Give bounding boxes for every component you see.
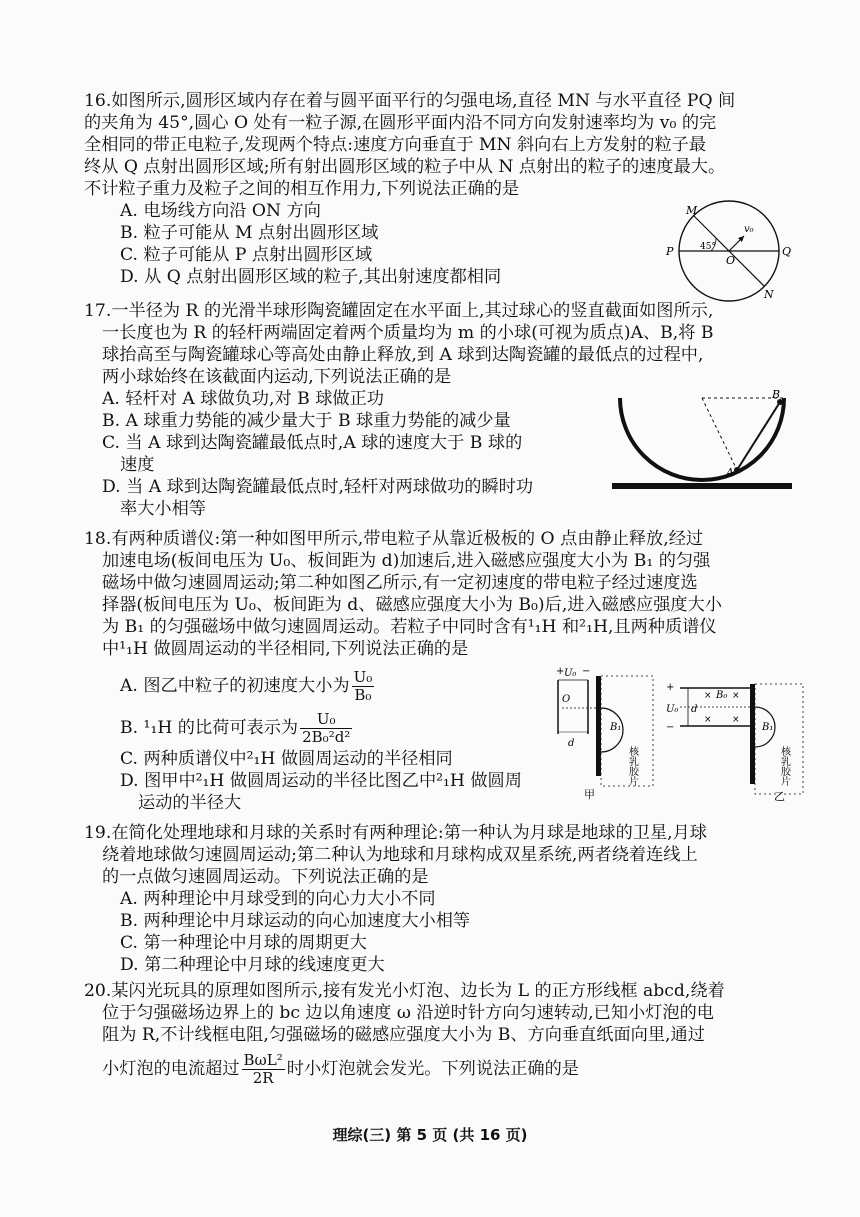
q16-line-5: 不计粒子重力及粒子之间的相互作用力,下列说法正确的是: [84, 179, 520, 199]
q17-option-a: A. 轻杆对 A 球做负功,对 B 球做正功: [102, 389, 384, 409]
q18-jia-u0: U₀: [564, 668, 577, 679]
q18-option-a-denominator: B₀: [354, 686, 372, 704]
q16-fig-label-angle: 45°: [700, 242, 716, 252]
q17-option-d-line-1: D. 当 A 球到达陶瓷罐最低点时,轻杆对两球做功的瞬时功: [102, 477, 534, 497]
q18-line-2: 加速电场(板间电压为 U₀、板间距为 d)加速后,进入磁感应强度大小为 B₁ 的匀强: [102, 551, 711, 571]
q18-figure-yi: [666, 680, 806, 802]
q18-line-3: 磁场中做匀速圆周运动;第二种如图乙所示,有一定初速度的带电粒子经过速度选: [102, 573, 698, 593]
q16-fig-label-o: O: [726, 254, 736, 267]
q20-line-4-suffix: 时小灯泡就会发光。下列说法正确的是: [286, 1059, 579, 1079]
q18-yi-minus: −: [666, 722, 675, 733]
q20-fraction-numerator: BωL²: [243, 1051, 283, 1069]
q18-line-6: 中¹₁H 做圆周运动的半径相同,下列说法正确的是: [102, 639, 469, 659]
q20-line-3: 阻为 R,不计线框电阻,匀强磁场的磁感应强度大小为 B、方向垂直纸面向里,通过: [102, 1025, 705, 1045]
q17-line-3: 球抬高至与陶瓷罐球心等高处由静止释放,到 A 球到达陶瓷罐的最低点的过程中,: [102, 345, 704, 365]
q18-option-a-text: A. 图乙中粒子的初速度大小为: [120, 676, 350, 696]
q20-fraction: [242, 1052, 285, 1087]
q19-option-d: D. 第二种理论中月球的线速度更大: [120, 955, 385, 975]
q18-option-d-line-1: D. 图甲中²₁H 做圆周运动的半径比图乙中²₁H 做圆周: [120, 771, 522, 791]
q20-fraction-denominator: 2R: [252, 1069, 274, 1087]
q18-option-b-denominator: 2B₀²d²: [302, 728, 351, 746]
question-16: [84, 90, 735, 288]
q16-line-1: 16.如图所示,圆形区域内存在着与圆平面平行的匀强电场,直径 MN 与水平直径 PQ 间: [84, 91, 736, 111]
q17-line-1: 17.一半径为 R 的光滑半球形陶瓷罐固定在水平面上,其过球心的竖直截面如图所示,: [84, 301, 714, 321]
q18-yi-x3: ×: [704, 715, 712, 725]
q18-yi-b1: B₁: [762, 722, 774, 733]
q16-line-2: 的夹角为 45°,圆心 O 处有一粒子源,在圆形平面内沿不同方向发射速率均为 v₀ 的完: [84, 113, 717, 133]
q18-jia-film: 核乳胶片: [626, 746, 638, 786]
q18-jia-label: 甲: [584, 788, 595, 801]
question-20: [84, 980, 725, 1088]
q17-option-c-line-1: C. 当 A 球到达陶瓷罐最低点时,A 球的速度大于 B 球的: [102, 433, 523, 453]
q17-fig-label-b: B: [772, 388, 781, 401]
q17-option-d-line-2: 率大小相等: [120, 499, 206, 519]
q16-option-a: A. 电场线方向沿 ON 方向: [120, 201, 321, 221]
q16-line-3: 全相同的带正电粒子,发现两个特点:速度方向垂直于 MN 斜向右上方发射的粒子最: [84, 135, 707, 155]
q19-line-2: 绕着地球做匀速圆周运动;第二种认为地球和月球构成双星系统,两者绕着连线上: [102, 845, 698, 865]
q18-option-c: C. 两种质谱仪中²₁H 做圆周运动的半径相同: [120, 749, 453, 769]
q16-option-c: C. 粒子可能从 P 点射出圆形区域: [120, 245, 373, 265]
q18-yi-x4: ×: [732, 715, 740, 725]
q18-yi-u0: U₀: [666, 704, 679, 715]
q18-option-a-numerator: U₀: [353, 668, 373, 686]
question-19: [84, 822, 707, 976]
q17-bowl-figure: [612, 388, 792, 500]
q18-yi-b0: B₀: [716, 690, 728, 701]
q17-line-4: 两小球始终在该截面内运动,下列说法正确的是: [102, 367, 452, 387]
q17-option-c-line-2: 速度: [120, 455, 155, 475]
q20-line-2: 位于匀强磁场边界上的 bc 边以角速度 ω 沿逆时针方向匀速转动,已知小灯泡的电: [102, 1003, 714, 1023]
q16-option-b: B. 粒子可能从 M 点射出圆形区域: [120, 223, 379, 243]
q18-yi-x2: ×: [732, 691, 740, 701]
q19-option-c: C. 第一种理论中月球的周期更大: [120, 933, 367, 953]
q18-jia-d: d: [568, 738, 575, 749]
q17-option-b: B. A 球重力势能的减少量大于 B 球重力势能的减少量: [102, 411, 511, 431]
q16-fig-label-m: M: [686, 204, 698, 217]
page-footer: 理综(三) 第 5 页 (共 16 页): [332, 1126, 528, 1144]
q17-fig-label-a: A: [726, 466, 734, 479]
q18-option-b-text: B. ¹₁H 的比荷可表示为: [120, 718, 299, 738]
q18-jia-plus: +: [556, 666, 565, 677]
q16-circle-figure: [664, 196, 794, 306]
q19-line-3: 的一点做匀速圆周运动。下列说法正确的是: [102, 867, 429, 887]
q18-yi-x1: ×: [704, 691, 712, 701]
q17-line-2: 一长度也为 R 的轻杆两端固定着两个质量均为 m 的小球(可视为质点)A、B,将 B: [102, 323, 714, 343]
q20-line-4: [84, 1050, 725, 1088]
q16-option-d: D. 从 Q 点射出圆形区域的粒子,其出射速度都相同: [120, 267, 502, 287]
q19-option-a: A. 两种理论中月球受到的向心力大小不同: [120, 889, 436, 909]
q19-option-b: B. 两种理论中月球运动的向心加速度大小相等: [120, 911, 471, 931]
q16-fig-label-q: Q: [782, 245, 792, 258]
q18-yi-label: 乙: [774, 790, 785, 802]
q18-jia-b1: B₁: [610, 722, 622, 733]
q16-fig-label-v0: v₀: [744, 224, 754, 235]
q18-option-d-line-2: 运动的半径大: [138, 793, 242, 813]
q18-option-b-numerator: U₀: [300, 711, 352, 729]
q18-jia-o: O: [562, 694, 571, 705]
q19-line-1: 19.在简化处理地球和月球的关系时有两种理论:第一种认为月球是地球的卫星,月球: [84, 823, 707, 843]
q18-yi-d: d: [691, 704, 698, 715]
q20-line-4-prefix: 小灯泡的电流超过: [102, 1059, 240, 1079]
q18-line-1: 18.有两种质谱仪:第一种如图甲所示,带电粒子从靠近极板的 O 点由静止释放,经过: [84, 529, 704, 549]
q16-line-4: 终从 Q 点射出圆形区域;所有射出圆形区域的粒子中从 N 点射出的粒子的速度最大。: [84, 157, 726, 177]
q18-line-4: 择器(板间电压为 U₀、板间距为 d、磁感应强度大小为 B₀)后,进入磁感应强度大小: [102, 595, 722, 615]
q18-option-a-fraction: [352, 669, 375, 704]
q16-fig-label-n: N: [764, 288, 774, 301]
q18-jia-minus: −: [582, 666, 591, 677]
q18-option-b-fraction: [300, 711, 352, 746]
q16-fig-label-p: P: [666, 245, 674, 258]
q18-yi-plus: +: [666, 682, 675, 693]
q18-figure-jia: [548, 662, 658, 802]
q18-line-5: 为 B₁ 的匀强磁场中做匀速圆周运动。若粒子中同时含有¹₁H 和²₁H,且两种质谱仪: [102, 617, 717, 637]
q18-yi-film: 核乳胶片: [778, 746, 790, 786]
q20-line-1: 20.某闪光玩具的原理如图所示,接有发光小灯泡、边长为 L 的正方形线框 abcd,绕着: [84, 981, 725, 1001]
